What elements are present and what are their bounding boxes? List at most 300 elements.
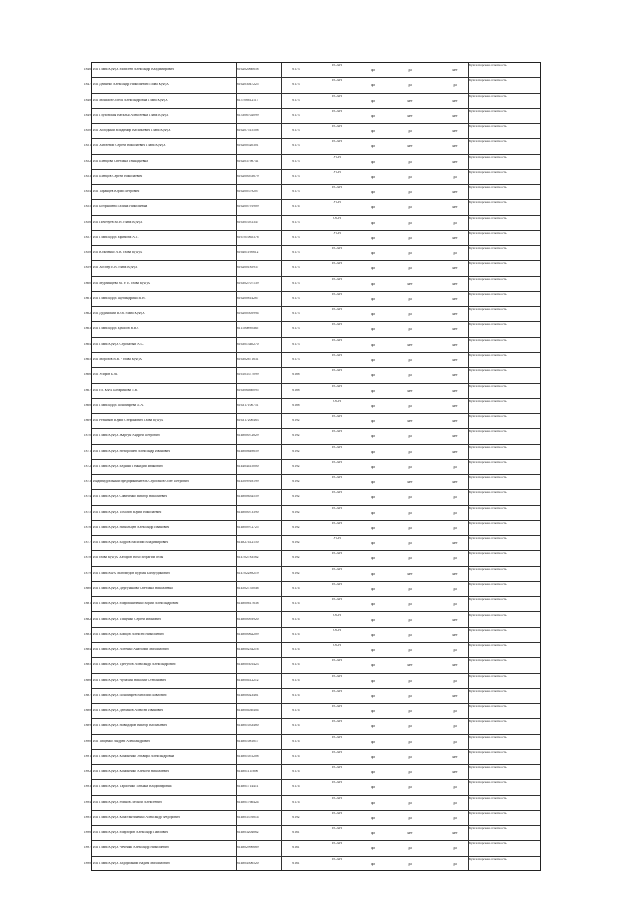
table-row [83,765,540,780]
tax-regime: ЕСХН [332,186,342,190]
entrepreneur-name: ИП Глава К(Ф)Х Трегубов Александр Александрович [93,663,176,667]
region-code: 6174 [292,709,300,713]
inn-number: 616200505994 [237,312,259,316]
row-number: 1890 [83,739,91,743]
entrepreneur-name: ИП Дейнеко Александр Николаевич Глава К(Ф)Х [93,83,169,87]
person-type: фл [370,84,376,88]
report-type: Бухгалтерская отчетность [469,765,507,770]
row-number: 1883 [83,632,91,636]
tax-regime: ЕСХН [332,750,342,754]
flag-1: да [408,160,412,164]
entrepreneur-name: ИП Глава К(Ф)Х Кононенко Алексей Николаевич [93,770,169,774]
flag-2: нет [452,633,458,637]
table-row [83,291,540,307]
table-row [83,63,540,78]
report-type: Бухгалтерская отчетность [469,230,507,235]
person-type: фл [370,175,376,179]
tax-regime: ЕСХН [332,292,342,296]
inn-number: 616701065376 [237,235,259,239]
tax-regime: ЕСХН [332,109,342,113]
person-type: фл [370,114,376,118]
row-number: 1898 [83,861,91,865]
table-row [83,78,540,93]
entrepreneur-name: ИП Таранцев Юрий Петрович [93,190,140,194]
table-row [83,215,540,231]
tax-regime: ЕСХН [332,582,342,586]
person-type: фл [370,328,376,332]
entrepreneur-name: ИП Глава К(Ф)Х Беднаш Геннадий Иванович [93,464,163,468]
person-type: фл [370,252,376,256]
flag-2: нет [452,145,458,149]
person-type: фл [370,694,376,698]
person-type: фл [370,725,376,729]
tax-regime: ЕСХН [332,445,342,449]
region-code: 6188 [292,388,300,392]
report-type: Бухгалтерская отчетность [469,337,507,342]
table-row [83,749,540,765]
flag-2: да [453,710,457,714]
person-type: фл [370,221,376,225]
flag-1: нет [407,389,413,393]
tax-regime: ЕСХН [332,705,342,709]
inn-number: 614502755046 [237,586,259,590]
inn-number: 616317100751 [237,403,259,407]
tax-regime: УСН [333,170,341,174]
flag-1: да [408,847,412,851]
entrepreneur-name: ИП Морозов В.В. - глава К(Ф)Х [93,358,143,362]
region-code: 6161 [292,831,300,835]
report-type: Бухгалтерская отчетность [469,841,507,846]
table-row [83,597,540,612]
table-row [83,719,540,734]
row-number: 1877 [83,541,91,545]
flag-2: нет [452,832,458,836]
person-type: фл [370,801,376,805]
flag-1: нет [407,572,413,576]
region-code: 6192 [292,480,300,484]
entrepreneur-name: ИП Глава К(Ф)Х Строкатый А.С. [93,342,144,346]
table-row [83,704,540,719]
row-number: 1872 [83,464,91,468]
row-number: 1869 [83,419,91,423]
entrepreneur-name: ИП Мурзинцева М. Р. Е. глава К(Ф)Х [93,281,151,285]
flag-1: нет [407,420,413,424]
tax-regime: ЕСХН [332,781,342,785]
report-type: Бухгалтерская отчетность [469,353,507,358]
person-type: фл [370,450,376,454]
flag-1: да [408,725,412,729]
table-row [83,93,540,109]
flag-2: нет [452,297,458,301]
inn-number: 616207515508 [237,129,259,133]
entrepreneur-name: ИП Глава К(Ф)Х Дергунькова Светлана Николаевна [93,586,173,590]
tax-regime: ЕСХН [332,766,342,770]
tax-regime: ЕСХН [332,567,342,571]
flag-1: нет [407,481,413,485]
flag-2: да [453,557,457,561]
person-type: фл [370,847,376,851]
tax-regime: ЕСХН [332,521,342,525]
inn-number: 616301340270 [237,342,259,346]
flag-2: да [453,587,457,591]
entrepreneur-name: ИП Глава КФХ Магомедов Курбан Багаутдинович [93,571,170,575]
flag-1: да [408,84,412,88]
flag-2: нет [452,420,458,424]
entrepreneur-name: ИП Юльченко А.В. глава К(Ф)Х [93,251,143,255]
flag-2: нет [452,389,458,393]
region-code: 6174 [292,586,300,590]
table-row [83,627,540,643]
tax-regime: ОСН [333,644,341,648]
inn-number: 614801714411 [237,785,259,789]
report-type: Бухгалтерская отчетность [469,566,507,571]
report-type: Бухгалтерская отчетность [469,810,507,815]
person-type: фл [370,282,376,286]
flag-2: нет [452,191,458,195]
flag-1: да [408,526,412,530]
table-row [83,185,540,200]
region-code: 6174 [292,632,300,636]
row-number: 1853 [83,174,91,178]
table-row [83,551,540,566]
flag-2: да [453,175,457,179]
flag-2: нет [452,343,458,347]
region-code: 6161 [292,846,300,850]
flag-1: да [408,786,412,790]
row-number: 1891 [83,754,91,758]
entrepreneur-name: ИП Глава К(Ф)Х Мирзоров Александр Павлович [93,831,169,835]
table-row [83,536,540,551]
flag-2: нет [452,572,458,576]
entrepreneur-name: ИП Глава К(Ф)Х Пономарев Виталий Павлович [93,693,167,697]
flag-2: да [453,725,457,729]
entrepreneur-name: ИП Глава К(Ф)Х Задорожний Вадим Михайлович [93,861,170,865]
region-code: 6173 [292,358,300,362]
row-number: 1862 [83,312,91,316]
flag-2: да [453,740,457,744]
flag-2: нет [452,206,458,210]
tax-regime: ЕСХН [332,476,342,480]
report-type: Бухгалтерская отчетность [469,185,507,190]
inn-number: 614827412150 [237,541,259,545]
row-number: 1859 [83,266,91,270]
row-number: 1896 [83,831,91,835]
flag-1: да [408,206,412,210]
row-number: 1848 [83,98,91,102]
region-code: 6188 [292,373,300,377]
inn-number: 614800073390 [237,510,259,514]
entrepreneur-name: ИП Глава К(Ф)Х Бодров Василий Владимирович [93,541,169,545]
row-number: 1857 [83,235,91,239]
flag-2: да [453,786,457,790]
inn-number: 614800430404 [237,709,259,713]
entrepreneur-name: ИП Глуховская Наталья Алексеевна Глава К(Ф)Х [93,113,169,117]
tax-regime: ЕСХН [332,64,342,67]
report-type: Бухгалтерская отчетность [469,383,507,388]
region-code: 6173 [292,342,300,346]
tax-regime: ЕСХН [332,689,342,693]
region-code: 6174 [292,648,300,652]
entrepreneur-name: ИП Глава К(Ф)Х Дюбанов Алексей Иванович [93,709,164,713]
flag-2: да [453,801,457,805]
tax-regime: ЕСХН [332,720,342,724]
report-type: Бухгалтерская отчетность [469,688,507,693]
entrepreneur-name: Индивидуальный предприниматель Строганов Олег Петрович [93,480,189,484]
inn-number: 614801081817 [237,739,259,743]
inn-number: 616203047225 [237,83,259,87]
report-type: Бухгалтерская отчетность [469,795,507,800]
tax-regime: ЕСХН [332,125,342,129]
row-number: 1888 [83,709,91,713]
person-type: фл [370,206,376,210]
row-number: 1860 [83,281,91,285]
flag-1: да [408,542,412,546]
region-code: 6173 [292,220,300,224]
table-row [83,490,540,505]
region-code: 6174 [292,678,300,682]
region-code: 6173 [292,113,300,117]
flag-1: да [408,297,412,301]
flag-1: да [408,694,412,698]
region-code: 6192 [292,495,300,499]
report-type: Бухгалтерская отчетность [469,612,507,617]
table-row [83,566,540,582]
table-row [83,261,540,276]
tax-regime: ЕСХН [332,323,342,327]
report-type: Бухгалтерская отчетность [469,780,507,785]
entrepreneur-name: ИП Глава к(ф)х Ефимова А.Т. [93,235,139,239]
flag-1: да [408,511,412,515]
table-row [83,826,540,841]
inn-number: 616200791909 [237,205,259,209]
region-code: 6173 [292,129,300,133]
entrepreneur-name: ИП Глава К(Ф)Х Чупахин Николай Степанович [93,678,166,682]
region-code: 6173 [292,251,300,255]
inn-number: 614800617638 [237,602,259,606]
report-type: Бухгалтерская отчетность [469,414,507,419]
entrepreneur-name: ИП Глава К(Ф)Х Нехорошев Александр Иванович [93,449,171,453]
report-type: Бухгалтерская отчетность [469,627,507,632]
flag-1: да [408,587,412,591]
person-type: фл [370,191,376,195]
report-type: Бухгалтерская отчетность [469,581,507,586]
row-number: 1868 [83,403,91,407]
flag-1: нет [407,114,413,118]
tax-regime: ЕСХН [332,415,342,419]
entrepreneur-name: ИП Усиров Б.М. [93,373,118,377]
flag-2: да [453,816,457,820]
row-number: 1847 [83,83,91,87]
flag-1: нет [407,664,413,668]
report-type: Бухгалтерская отчетность [469,490,507,495]
region-code: 6192 [292,464,300,468]
flag-1: да [408,557,412,561]
inn-number: 614800412212 [237,678,259,682]
region-code: 6174 [292,693,300,697]
report-type: Бухгалтерская отчетность [469,826,507,831]
person-type: фл [370,572,376,576]
table-row [83,581,540,597]
flag-1: да [408,740,412,744]
tax-regime: ЕСХН [332,796,342,800]
row-number: 1856 [83,220,91,224]
person-type: фл [370,374,376,378]
row-number: 1887 [83,693,91,697]
tax-regime: ЕСХН [332,94,342,98]
table-row [83,688,540,704]
inn-number: 614800972725 [237,525,259,529]
table-row [83,353,540,368]
person-type: фл [370,496,376,500]
report-type: Бухгалтерская отчетность [469,322,507,327]
entrepreneur-name: ИП Глава К(Ф)Х Тохолов Юрий Николаевич [93,510,162,514]
region-code: 6174 [292,663,300,667]
inn-number: 614509918199 [237,480,259,484]
report-type: Бухгалтерская отчетность [469,444,507,449]
table-row [83,398,540,414]
row-number: 1886 [83,678,91,682]
person-type: фл [370,313,376,317]
report-type: Бухгалтерская отчетность [469,505,507,510]
tax-regime: ЕСХН [332,369,342,373]
flag-2: да [453,649,457,653]
tax-regime: ОСН [333,216,341,220]
row-number: 1884 [83,648,91,652]
report-type: Бухгалтерская отчетность [469,536,507,541]
person-type: фл [370,542,376,546]
region-code: 6174 [292,739,300,743]
entrepreneur-name: ИП Глава К(Ф)Х Жаргун Андрей Петрович [93,434,160,438]
inn-number: 614801111690 [237,770,259,774]
report-type: Бухгалтерская отчетность [469,673,507,678]
person-type: фл [370,511,376,515]
flag-2: да [453,252,457,256]
tax-regime: ЕСХН [332,491,342,495]
row-number: 1871 [83,449,91,453]
inn-number: 616202060658 [237,68,259,71]
table-row [83,475,540,490]
region-code: 6174 [292,770,300,774]
entrepreneur-name: ИП Глава К(Ф)Х Тищенко Сергей Иванович [93,617,161,621]
person-type: фл [370,832,376,836]
region-code: 6192 [292,571,300,575]
report-type: Бухгалтерская отчетность [469,658,507,663]
flag-2: нет [452,664,458,668]
table-row [83,444,540,460]
inn-number: 614800023481 [237,693,259,697]
region-code: 6192 [292,815,300,819]
row-number: 1866 [83,373,91,377]
entrepreneur-name: ИП Бобрышева Галина Николаевна [93,205,148,209]
row-number: 1879 [83,571,91,575]
flag-1: да [408,236,412,240]
row-number: 1870 [83,434,91,438]
entrepreneur-name: ИП Глава К(Ф)Х Мирошниченко Юрий Александрович [93,602,179,606]
region-code: 6174 [292,617,300,621]
region-code: 6173 [292,281,300,285]
flag-1: да [408,374,412,378]
flag-1: да [408,710,412,714]
report-type: Бухгалтерская отчетность [469,719,507,724]
table-row [83,658,540,673]
person-type: фл [370,710,376,714]
row-number: 1874 [83,495,91,499]
inn-number: 616103377099 [237,373,259,377]
person-type: фл [370,160,376,164]
tax-regime: ЕСХН [332,262,342,266]
region-code: 6188 [292,403,300,407]
region-code: 6192 [292,434,300,438]
table-row [83,169,540,185]
row-number: 1882 [83,617,91,621]
flag-2: да [453,603,457,607]
person-type: фл [370,786,376,790]
row-number: 1851 [83,144,91,148]
inn-number: 614801766424 [237,800,259,804]
person-type: фл [370,435,376,439]
person-type: фл [370,99,376,103]
flag-1: да [408,496,412,500]
table-row [83,841,540,856]
tax-regime: УСН [333,231,341,235]
region-code: 6173 [292,235,300,239]
flag-2: да [453,862,457,866]
person-type: фл [370,755,376,759]
entrepreneur-name: ИП Глава К(Ф)Х Алтенко Анатолий Михайлович [93,648,169,652]
report-type: Бухгалтерская отчетность [469,215,507,220]
report-type: Бухгалтерская отчетность [469,368,507,373]
flag-1: да [408,618,412,622]
flag-1: да [408,801,412,805]
row-number: 1849 [83,113,91,117]
person-type: фл [370,664,376,668]
entrepreneur-name: ИП Глава К(Ф)Х Кононенко Эльвира Александровна [93,754,175,758]
row-number: 1850 [83,129,91,133]
person-type: фл [370,679,376,683]
person-type: фл [370,633,376,637]
table-row [83,673,540,689]
inn-number: 614800062209 [237,632,259,636]
flag-1: да [408,679,412,683]
inn-number: 616302671631 [237,358,259,362]
region-code: 6173 [292,190,300,194]
tax-regime: ЕСХН [332,842,342,846]
tax-regime: ЕСХН [332,506,342,510]
table-row [83,780,540,795]
table-row [83,414,540,429]
region-code: 6173 [292,98,300,102]
flag-1: да [408,633,412,637]
row-number: 1897 [83,846,91,850]
flag-2: нет [452,771,458,775]
row-number: 1854 [83,190,91,194]
flag-1: нет [407,832,413,836]
flag-2: да [453,496,457,500]
flag-2: нет [452,130,458,134]
inn-number: 616301031347 [237,220,259,224]
region-code: 6192 [292,449,300,453]
entrepreneur-name: ИП Шевцов Сергей Николаевич [93,174,143,178]
inn-number: 615306702099 [237,113,259,117]
region-code: 6173 [292,327,300,331]
row-number: 1858 [83,251,91,255]
flag-2: нет [452,618,458,622]
tax-regime: ОСН [333,613,341,617]
flag-1: да [408,267,412,271]
flag-2: нет [452,328,458,332]
tax-regime: ЕСХН [332,384,342,388]
region-code: 6173 [292,296,300,300]
